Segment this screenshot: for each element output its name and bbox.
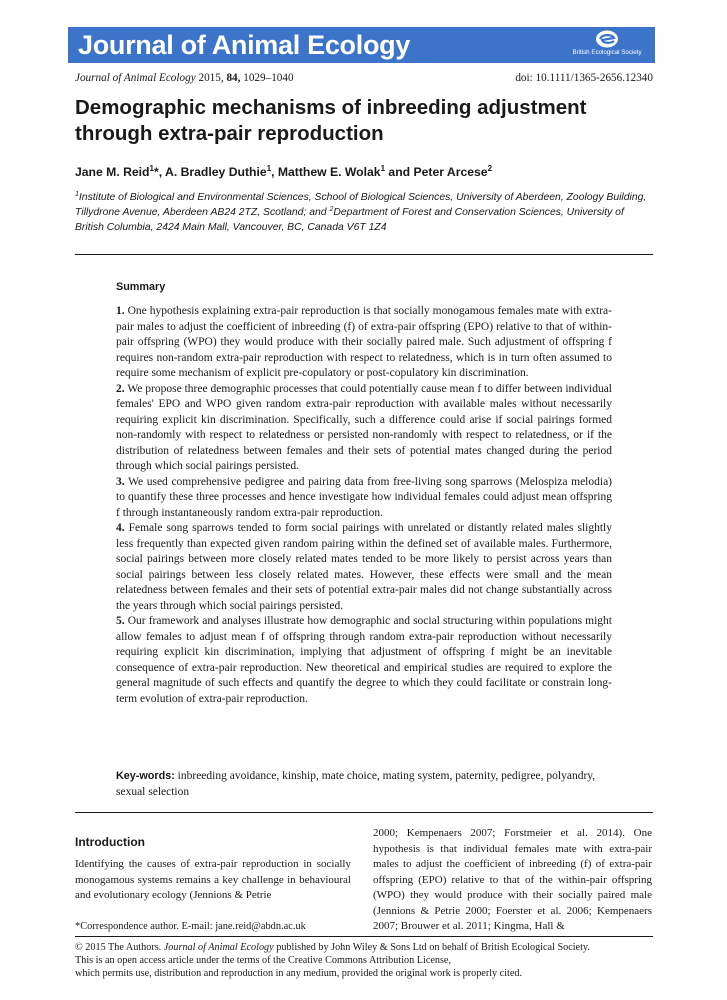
summary-point-number: 5. [116, 615, 125, 627]
summary-point [116, 521, 612, 614]
publisher-logo [565, 29, 649, 61]
author-separator: and [385, 165, 414, 179]
summary-heading: Summary [116, 281, 166, 293]
citation-journal-name: Journal of Animal Ecology [75, 72, 196, 84]
author-list [75, 165, 655, 180]
introduction-heading: Introduction [75, 835, 145, 849]
article-title: Demographic mechanisms of inbreeding adjustment through extra-pair reproduction [75, 96, 587, 145]
author-name: Jane M. Reid [75, 165, 150, 179]
footer-divider [75, 936, 653, 937]
citation-pages: 1029–1040 [243, 72, 294, 84]
footer-line-2: This is an open access article under the terms of the Creative Commons Attribution License, [75, 955, 451, 966]
author-affiliation-number: 1 [380, 164, 386, 173]
keywords [116, 769, 612, 800]
affiliations [75, 190, 655, 235]
author-separator: , [271, 165, 278, 179]
summary-divider [75, 812, 653, 813]
journal-banner [68, 27, 655, 63]
author-name: A. Bradley Duthie [165, 165, 267, 179]
summary-point-text: One hypothesis explaining extra-pair reproduction is that socially monogamous females mate with extra-pair males to adjust the coefficient of inbreeding (f) of extra-pair offspring (EPO) relative to that of within-pair offspring (WPO) they would produce with their socially paired male. Such adjustment of offspring f requires non-random extra-pair reproduction with respect to relatedness, which is in turn often assumed to require some mechanism of explicit pre-copulatory or post-copulatory kin discrimination. [116, 305, 612, 379]
summary-point [116, 304, 612, 382]
citation [75, 71, 294, 85]
corresponding-author-mark: * [153, 165, 159, 179]
affiliation-1: Institute of Biological and Environmental Sciences, School of Biological Sciences, University of Aberdeen, Zoology Building, Tillydrone Avenue, Aberdeen AB24 2TZ, Scotland; and [75, 192, 647, 218]
author-name: Peter Arcese [413, 165, 488, 179]
summary-point [116, 475, 612, 522]
author-separator: , [158, 165, 166, 179]
citation-volume: 84, [226, 72, 241, 84]
affiliation-number: 2 [329, 206, 334, 213]
author-name: Matthew E. Wolak [277, 165, 381, 179]
correspondence-note: *Correspondence author. E-mail: jane.reid@abdn.ac.uk [75, 921, 306, 932]
summary-point-number: 3. [116, 475, 125, 488]
summary-point [116, 382, 612, 475]
summary-point-text: Female song sparrows tended to form social pairings with unrelated or distantly related males slightly less frequently than expected given random pairing within the defined set of available males. Furthermore, social pairings between more closely related mates tended to be more likely to persist across years than social pairings between less closely related mates. However, these effects were small and the mean relatedness between females and their sets of potential extra-pair males did not change substantially across the years through which social pairings persisted. [116, 522, 613, 612]
summary-body [116, 304, 612, 707]
summary-point-number: 2. [116, 382, 125, 395]
summary-point-number: 4. [116, 522, 125, 534]
affiliation-number: 1 [75, 191, 79, 198]
copyright-text: © 2015 The Authors. [75, 942, 164, 953]
summary-point-text: We propose three demographic processes that could potentially cause mean f to differ between individual females' EPO and WPO given random extra-pair reproduction with available males without necessarily requiring explicit kin discrimination. Specifically, such a difference could arise if social pairings formed non-randomly with respect to relatedness or persisted non-randomly with respect to relatedness, or if the distribution of relatedness between females and their sets of potential mates changed during the period through which social pairings persisted. [116, 382, 612, 472]
introduction-left-column: Identifying the causes of extra-pair reproduction in socially monogamous systems remains a key challenge in behavioural and evolutionary ecology (Jennions & Petrie [75, 858, 351, 901]
affiliation-2: Department of Forest and Conservation Sciences, University of British Columbia, 2424 Main Mall, Vancouver, BC, Canada V6T 1Z4 [75, 207, 624, 233]
summary-point-text: Our framework and analyses illustrate how demographic and social structuring within populations might allow females to adjust mean f of offspring through random extra-pair reproduction without necessarily requiring explicit kin discrimination, implying that adjustment of offspring f might be an inevitable consequence of extra-pair reproduction. New theoretical and empirical studies are required to explore the general magnitude of such effects and quantify the degree to which they could facilitate or constrain long-term evolution of extra-pair reproduction. [116, 615, 613, 705]
footer-line-3: which permits use, distribution and reproduction in any medium, provided the original work is properly cited. [75, 968, 523, 979]
doi[interactable]: doi: 10.1111/1365-2656.12340 [515, 72, 653, 84]
header-divider [75, 254, 653, 255]
summary-point [116, 614, 612, 707]
keywords-list: inbreeding avoidance, kinship, mate choice, mating system, paternity, pedigree, polyandry, sexual selection [116, 770, 596, 798]
citation-year: 2015, [198, 72, 224, 84]
publisher-logo-text: British Ecological Society [572, 49, 642, 56]
footer-journal-name: Journal of Animal Ecology [163, 942, 274, 953]
author-affiliation-number: 1 [266, 164, 272, 173]
bes-logo-icon [594, 29, 620, 49]
introduction-right-column: 2000; Kempenaers 2007; Forstmeier et al. 2014). One hypothesis is that individual females mate with extra-pair males to adjust the coefficient of inbreeding (f) of extra-pair offspring (EPO) relative to that of the within-pair offspring (WPO) they would produce with their socially paired male (Jennions & Petrie 2000; Foerster et al. 2006; Kempenaers 2007; Brouwer et al. 2011; Kingma, Hall & [373, 827, 652, 932]
keywords-label: Key-words: [116, 770, 175, 782]
summary-point-text: We used comprehensive pedigree and pairing data from free-living song sparrows (Melospiza melodia) to quantify these three processes and hence investigate how individual females could adjust mean offspring f through instantaneously random extra-pair reproduction. [116, 475, 613, 519]
summary-point-number: 1. [116, 305, 125, 317]
footer-publisher-text: published by John Wiley & Sons Ltd on behalf of British Ecological Society. [273, 942, 590, 953]
author-affiliation-number: 1 [149, 164, 154, 173]
journal-banner-title: Journal of Animal Ecology [78, 30, 411, 60]
author-affiliation-number: 2 [487, 164, 493, 173]
footer-line-1 [75, 941, 653, 954]
license-footer [75, 941, 653, 980]
